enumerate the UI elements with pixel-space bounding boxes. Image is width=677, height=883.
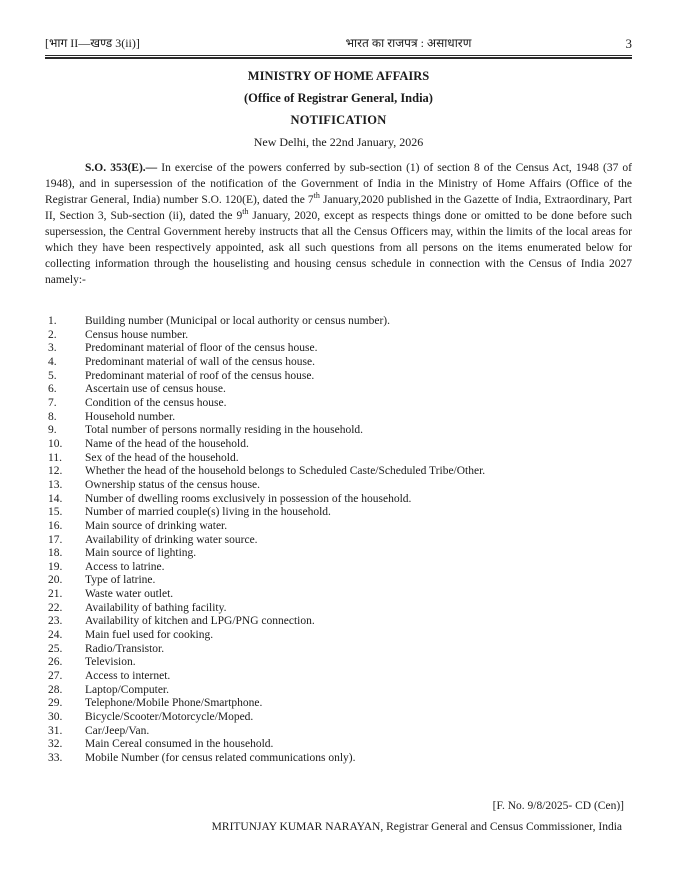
item-text: Availability of drinking water source. [85, 533, 258, 546]
list-item [48, 752, 632, 766]
list-item [48, 670, 632, 684]
notification-heading: NOTIFICATION [290, 113, 387, 127]
list-item [48, 506, 632, 520]
ordinal-superscript: th [313, 191, 320, 201]
list-item [48, 315, 632, 329]
item-number: 4. [48, 355, 57, 368]
list-item [48, 561, 632, 575]
list-item [48, 711, 632, 725]
list-item [48, 424, 632, 438]
item-number: 8. [48, 410, 57, 423]
list-item [48, 452, 632, 466]
item-number: 31. [48, 724, 63, 737]
item-text: Number of dwelling rooms exclusively in possession of the household. [85, 492, 412, 505]
item-text: Ownership status of the census house. [85, 478, 261, 491]
list-item [48, 602, 632, 616]
list-item [48, 547, 632, 561]
ordinal-superscript: th [242, 207, 249, 217]
list-item [48, 356, 632, 370]
gazette-header-row [45, 36, 632, 51]
item-text: Television. [85, 656, 136, 669]
paragraph-segment: January,2020 published in the Gazette of India, Extraordinary, Part II, Section 3, Sub-section (ii), dated the 9 [45, 194, 632, 222]
ministry-heading: MINISTRY OF HOME AFFAIRS [247, 69, 430, 83]
item-text: Main source of lighting. [85, 547, 197, 560]
list-item [48, 656, 632, 670]
item-number: 11. [48, 451, 62, 464]
item-text: Predominant material of roof of the census house. [85, 369, 315, 382]
list-item [48, 438, 632, 452]
item-number: 24. [48, 629, 63, 642]
list-item [48, 574, 632, 588]
item-number: 30. [48, 711, 63, 724]
item-number: 19. [48, 560, 63, 573]
item-number: 26. [48, 656, 63, 669]
item-number: 28. [48, 683, 63, 696]
list-item [48, 643, 632, 657]
so-number: S.O. 353(E).— [85, 162, 158, 174]
list-item [48, 342, 632, 356]
item-text: Radio/Transistor. [85, 642, 165, 655]
item-text: Mobile Number (for census related communications only). [85, 752, 356, 764]
item-text: Building number (Municipal or local authority or census number). [85, 315, 391, 327]
item-text: Household number. [85, 410, 176, 423]
item-text: Sex of the head of the household. [85, 451, 239, 464]
item-number: 1. [48, 315, 57, 327]
item-text: Waste water outlet. [85, 588, 174, 601]
item-text: Ascertain use of census house. [85, 383, 226, 396]
page-number: 3 [625, 36, 632, 51]
item-text: Census house number. [85, 328, 189, 341]
office-subheading: (Office of Registrar General, India) [244, 91, 433, 105]
signature-line: MRITUNJAY KUMAR NARAYAN, Registrar General and Census Commissioner, India [211, 820, 622, 833]
item-number: 20. [48, 574, 63, 587]
item-text: Name of the head of the household. [85, 437, 249, 450]
list-item [48, 520, 632, 534]
list-item [48, 493, 632, 507]
list-item [48, 329, 632, 343]
item-number: 16. [48, 519, 63, 532]
list-item [48, 615, 632, 629]
item-number: 15. [48, 506, 63, 519]
item-text: Total number of persons normally residing in the household. [85, 424, 364, 437]
item-number: 22. [48, 601, 63, 614]
item-text: Whether the head of the household belongs to Scheduled Caste/Scheduled Tribe/Other. [85, 465, 486, 478]
item-text: Main fuel used for cooking. [85, 629, 214, 642]
item-text: Predominant material of wall of the census house. [85, 355, 315, 368]
list-item [48, 697, 632, 711]
gazette-part-section: [भाग II—खण्ड 3(ii)] [45, 36, 140, 50]
list-item [48, 588, 632, 602]
item-number: 12. [48, 465, 63, 478]
file-number-line: [F. No. 9/8/2025- CD (Cen)] [492, 799, 624, 812]
item-number: 13. [48, 478, 63, 491]
list-item [48, 370, 632, 384]
list-item [48, 465, 632, 479]
item-text: Telephone/Mobile Phone/Smartphone. [85, 697, 263, 710]
item-number: 3. [48, 342, 57, 355]
list-item [48, 684, 632, 698]
so-order-paragraph [45, 160, 632, 288]
item-text: Type of latrine. [85, 574, 156, 587]
census-items-list [48, 315, 632, 766]
header-divider-rule [45, 55, 632, 59]
item-number: 32. [48, 738, 63, 751]
paragraph-segment: In exercise of the powers conferred by sub-section (1) of section 8 of the Census Act, 1948 (37 of 1948), and in supersession of the notification of the Government of India in the Ministry of Home Affairs (Office of the Registrar General, India) number S.O. 120(E), dated the 7 [45, 162, 632, 206]
item-number: 2. [48, 328, 57, 341]
gazette-title-hindi: भारत का राजपत्र : असाधारण [345, 36, 472, 50]
item-number: 5. [48, 369, 57, 382]
dateline: New Delhi, the 22nd January, 2026 [253, 135, 424, 149]
item-number: 23. [48, 615, 63, 628]
item-text: Number of married couple(s) living in the household. [85, 506, 331, 519]
item-number: 7. [48, 396, 57, 409]
item-number: 9. [48, 424, 57, 437]
list-item [48, 629, 632, 643]
item-number: 18. [48, 547, 63, 560]
item-number: 25. [48, 642, 63, 655]
item-text: Car/Jeep/Van. [85, 724, 150, 737]
item-text: Access to internet. [85, 670, 171, 683]
list-item [48, 411, 632, 425]
item-text: Availability of kitchen and LPG/PNG connection. [85, 615, 315, 628]
item-number: 29. [48, 697, 63, 710]
list-item [48, 383, 632, 397]
paragraph-segment: January, 2020, except as respects things done or omitted to be done before such supersession, the Central Government hereby instructs that all the Census Officers may, within the limits of the local areas for which they have been respectively appointed, ask all such questions from all persons on the items enumerated below for collecting information through the houselisting and housing census schedule in connection with the Census of India 2027 namely:- [45, 210, 632, 286]
item-text: Main source of drinking water. [85, 519, 228, 532]
item-text: Predominant material of floor of the census house. [85, 342, 318, 355]
item-text: Access to latrine. [85, 560, 165, 573]
item-number: 14. [48, 492, 63, 505]
list-item [48, 479, 632, 493]
item-text: Condition of the census house. [85, 396, 227, 409]
list-item [48, 725, 632, 739]
item-text: Main Cereal consumed in the household. [85, 738, 274, 751]
item-number: 6. [48, 383, 57, 396]
item-number: 10. [48, 437, 63, 450]
item-number: 17. [48, 533, 63, 546]
item-text: Availability of bathing facility. [85, 601, 227, 614]
item-number: 27. [48, 670, 63, 683]
item-number: 33. [48, 752, 63, 764]
item-text: Bicycle/Scooter/Motorcycle/Moped. [85, 711, 254, 724]
list-item [48, 738, 632, 752]
list-item [48, 534, 632, 548]
item-text: Laptop/Computer. [85, 683, 170, 696]
list-item [48, 397, 632, 411]
item-number: 21. [48, 588, 63, 601]
